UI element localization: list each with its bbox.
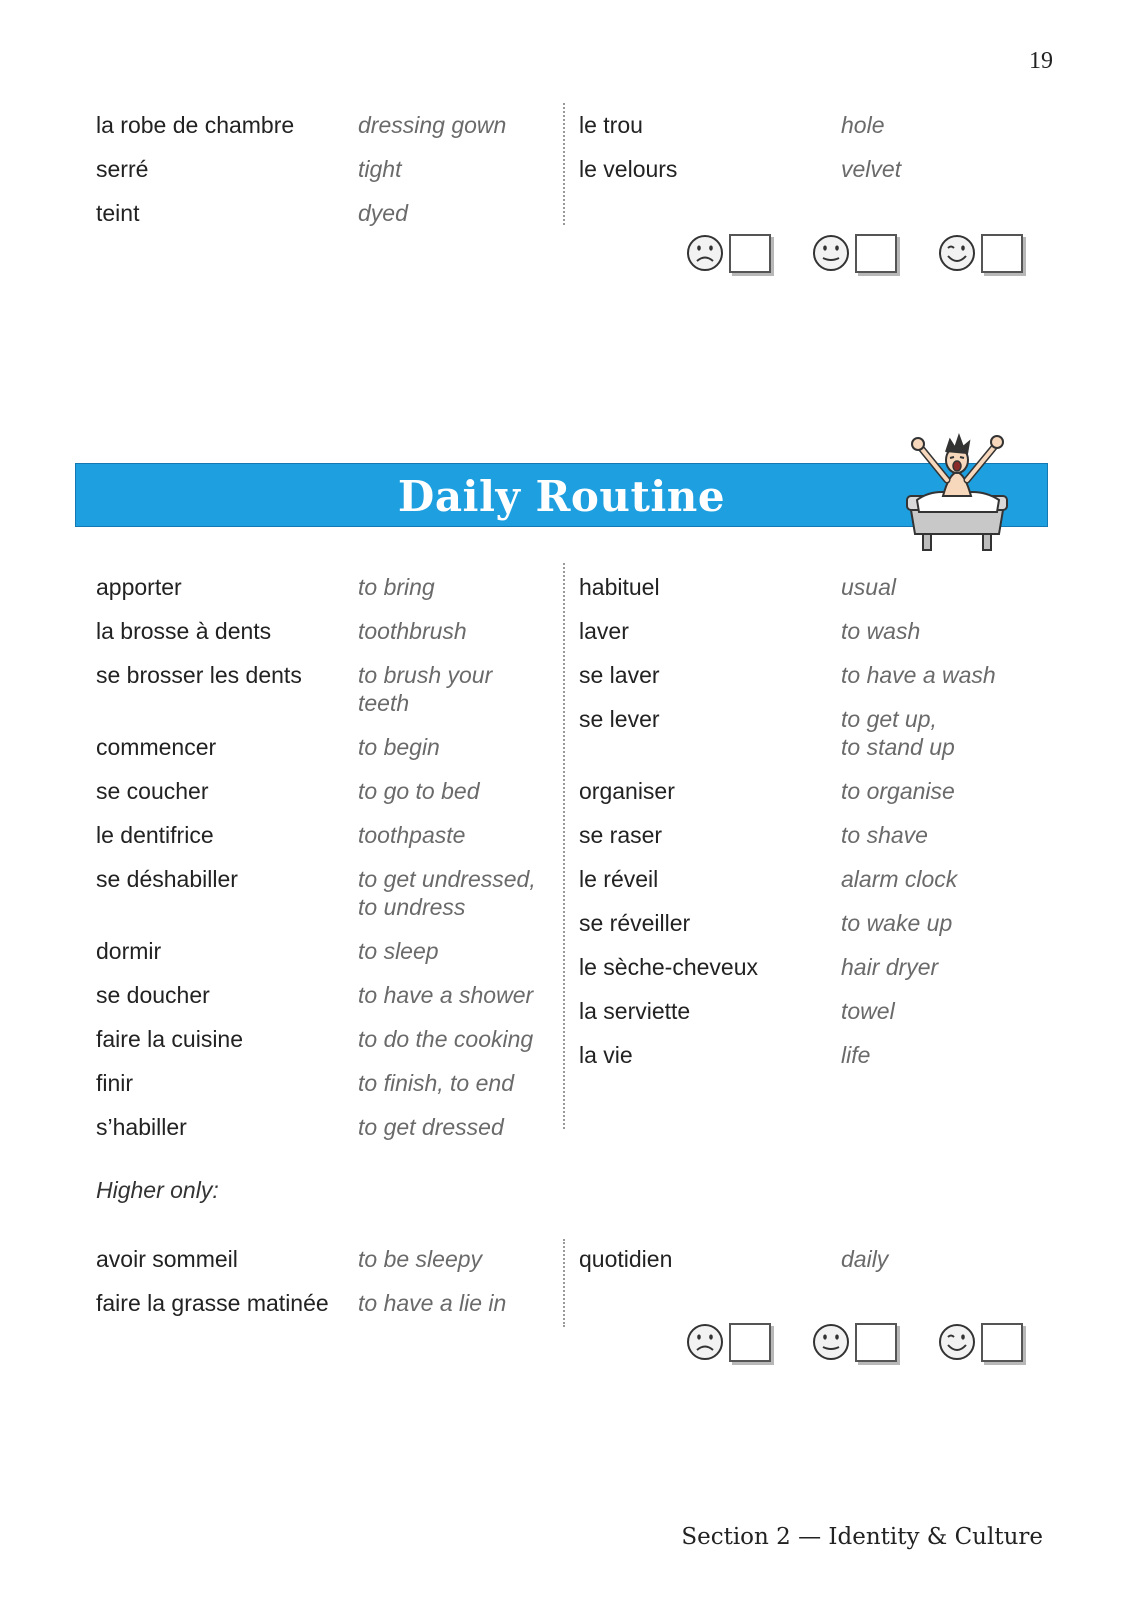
top-left-column — [96, 111, 556, 243]
column-divider — [563, 563, 565, 1129]
french-word: habituel — [579, 574, 660, 600]
french-word: teint — [96, 200, 140, 226]
rating-checkbox[interactable] — [729, 1323, 771, 1362]
rating-happy — [937, 233, 1023, 273]
english-translation: to begin — [358, 734, 440, 760]
french-word: se déshabiller — [96, 866, 238, 892]
vocab-entry — [96, 865, 556, 921]
french-word: faire la cuisine — [96, 1026, 244, 1052]
french-word: le dentifrice — [96, 822, 214, 848]
french-word: avoir sommeil — [96, 1246, 238, 1272]
vocab-entry — [579, 155, 1039, 183]
english-translation: to sleep — [358, 938, 439, 964]
french-word: dormir — [96, 938, 162, 964]
english-translation: to brush your teeth — [358, 662, 493, 716]
vocab-entry — [579, 661, 1039, 689]
french-word: se doucher — [96, 982, 210, 1008]
english-translation: to wash — [841, 618, 921, 644]
english-translation: velvet — [841, 156, 902, 182]
english-translation: to organise — [841, 778, 955, 804]
top-vocab-block — [0, 111, 1127, 241]
vocab-entry — [96, 777, 556, 805]
french-word: apporter — [96, 574, 182, 600]
english-translation: dressing gown — [358, 112, 507, 138]
french-word: se laver — [579, 662, 660, 688]
english-translation: alarm clock — [841, 866, 958, 892]
vocab-entry — [579, 997, 1039, 1025]
english-translation: dyed — [358, 200, 408, 226]
english-translation: to have a shower — [358, 982, 534, 1008]
vocab-entry — [579, 1245, 1039, 1273]
english-translation: tight — [358, 156, 402, 182]
vocab-entry — [96, 1113, 556, 1141]
english-translation: to get undressed, to undress — [358, 866, 536, 920]
vocab-entry — [579, 617, 1039, 645]
neutral-face-icon — [811, 233, 851, 273]
english-translation: to get dressed — [358, 1114, 504, 1140]
french-word: organiser — [579, 778, 675, 804]
vocab-entry — [96, 1025, 556, 1053]
rating-checkbox[interactable] — [855, 1323, 897, 1362]
french-word: se lever — [579, 706, 660, 732]
vocab-entry — [579, 573, 1039, 601]
rating-neutral — [811, 1322, 897, 1362]
vocab-entry — [96, 111, 556, 139]
rating-checkbox[interactable] — [855, 234, 897, 273]
french-word: finir — [96, 1070, 134, 1096]
french-word: la robe de chambre — [96, 112, 295, 138]
section-footer: Section 2 — Identity & Culture — [681, 1524, 1043, 1550]
daily-routine-vocab — [0, 573, 1127, 1140]
vocab-entry — [96, 1245, 556, 1273]
rating-sad — [685, 1322, 771, 1362]
french-word: quotidien — [579, 1246, 673, 1272]
vocab-entry — [579, 865, 1039, 893]
english-translation: to go to bed — [358, 778, 480, 804]
french-word: la serviette — [579, 998, 691, 1024]
vocab-entry — [579, 821, 1039, 849]
english-translation: to wake up — [841, 910, 953, 936]
vocab-entry — [579, 1041, 1039, 1069]
english-translation: to have a lie in — [358, 1290, 507, 1316]
vocab-entry — [96, 937, 556, 965]
vocab-entry — [579, 909, 1039, 937]
english-translation: life — [841, 1042, 871, 1068]
page-number: 19 — [1029, 48, 1053, 74]
english-translation: daily — [841, 1246, 889, 1272]
vocab-entry — [579, 953, 1039, 981]
winking-face-icon — [937, 1322, 977, 1362]
higher-right-column — [579, 1245, 1039, 1289]
routine-left-column — [96, 573, 556, 1157]
vocab-entry — [96, 981, 556, 1009]
french-word: commencer — [96, 734, 217, 760]
waking-up-man-illustration — [903, 430, 1013, 560]
vocab-entry — [96, 821, 556, 849]
vocab-entry — [579, 705, 1039, 761]
english-translation: hole — [841, 112, 885, 138]
vocab-entry — [579, 111, 1039, 139]
english-translation: toothpaste — [358, 822, 466, 848]
french-word: se réveiller — [579, 910, 691, 936]
vocab-entry — [96, 733, 556, 761]
self-assessment-ratings — [685, 233, 1023, 273]
neutral-face-icon — [811, 1322, 851, 1362]
vocab-entry — [96, 617, 556, 645]
french-word: le sèche-cheveux — [579, 954, 758, 980]
french-word: laver — [579, 618, 629, 644]
english-translation: to shave — [841, 822, 928, 848]
vocab-entry — [579, 777, 1039, 805]
english-translation: to bring — [358, 574, 435, 600]
rating-happy — [937, 1322, 1023, 1362]
french-word: serré — [96, 156, 149, 182]
vocab-entry — [96, 199, 556, 227]
english-translation: to get up, to stand up — [841, 706, 955, 760]
top-right-column — [579, 111, 1039, 199]
english-translation: usual — [841, 574, 896, 600]
sad-face-icon — [685, 233, 725, 273]
english-translation: to do the cooking — [358, 1026, 534, 1052]
vocab-entry — [96, 155, 556, 183]
french-word: se coucher — [96, 778, 209, 804]
french-word: le réveil — [579, 866, 659, 892]
english-translation: towel — [841, 998, 895, 1024]
english-translation: hair dryer — [841, 954, 939, 980]
english-translation: toothbrush — [358, 618, 467, 644]
rating-checkbox[interactable] — [981, 234, 1023, 273]
french-word: faire la grasse matinée — [96, 1290, 329, 1316]
higher-only-label: Higher only: — [96, 1177, 219, 1203]
french-word: s’habiller — [96, 1114, 187, 1140]
french-word: la vie — [579, 1042, 633, 1068]
rating-neutral — [811, 233, 897, 273]
french-word: se brosser les dents — [96, 662, 302, 688]
french-word: le trou — [579, 112, 643, 138]
english-translation: to have a wash — [841, 662, 996, 688]
rating-checkbox[interactable] — [981, 1323, 1023, 1362]
vocab-entry — [96, 1069, 556, 1097]
routine-right-column — [579, 573, 1039, 1085]
higher-left-column — [96, 1245, 556, 1333]
column-divider — [563, 103, 565, 225]
sad-face-icon — [685, 1322, 725, 1362]
french-word: se raser — [579, 822, 663, 848]
french-word: la brosse à dents — [96, 618, 272, 644]
english-translation: to finish, to end — [358, 1070, 514, 1096]
column-divider — [563, 1239, 565, 1327]
vocab-entry — [96, 661, 556, 717]
rating-sad — [685, 233, 771, 273]
rating-checkbox[interactable] — [729, 234, 771, 273]
vocab-entry — [96, 1289, 556, 1317]
winking-face-icon — [937, 233, 977, 273]
self-assessment-ratings — [685, 1322, 1023, 1362]
vocab-entry — [96, 573, 556, 601]
english-translation: to be sleepy — [358, 1246, 483, 1272]
french-word: le velours — [579, 156, 678, 182]
section-title: Daily Routine — [397, 472, 726, 521]
